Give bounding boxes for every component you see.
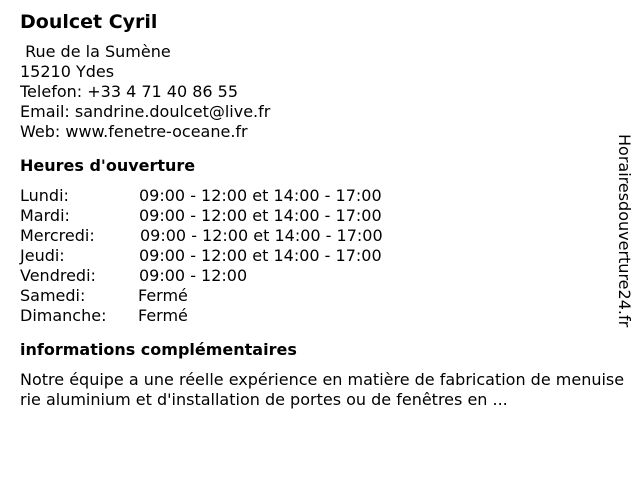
email-line: Email: sandrine.doulcet@live.fr — [20, 102, 271, 121]
day-hours: Fermé — [138, 286, 188, 305]
additional-info-text: Notre équipe a une réelle expérience en matière de fabrication de menuiserie aluminium et d'installation de portes ou de fenêtres en ... — [20, 370, 625, 409]
day-hours: 09:00 - 12:00 et 14:00 - 17:00 — [139, 206, 382, 225]
day-label: Vendredi: — [20, 266, 96, 285]
address-street: Rue de la Sumène — [20, 42, 171, 61]
day-label: Samedi: — [20, 286, 86, 305]
phone-line: Telefon: +33 4 71 40 86 55 — [20, 82, 239, 101]
hours-row-wednesday — [20, 226, 625, 246]
opening-hours-table — [20, 186, 625, 326]
site-watermark: Horairesdouverture24.fr — [615, 134, 634, 328]
day-label: Lundi: — [20, 186, 69, 205]
day-hours: 09:00 - 12:00 et 14:00 - 17:00 — [139, 246, 382, 265]
hours-row-thursday — [20, 246, 625, 266]
day-label: Mercredi: — [20, 226, 95, 245]
additional-info-heading: informations complémentaires — [20, 340, 297, 359]
hours-row-saturday — [20, 286, 625, 306]
hours-row-friday — [20, 266, 625, 286]
day-label: Dimanche: — [20, 306, 107, 325]
address-city: 15210 Ydes — [20, 62, 115, 81]
day-hours: 09:00 - 12:00 et 14:00 - 17:00 — [139, 186, 382, 205]
web-line: Web: www.fenetre-oceane.fr — [20, 122, 248, 141]
hours-row-monday — [20, 186, 625, 206]
day-hours: 09:00 - 12:00 — [139, 266, 248, 285]
business-card — [20, 10, 625, 410]
hours-row-sunday — [20, 306, 625, 326]
day-hours: Fermé — [138, 306, 188, 325]
hours-row-tuesday — [20, 206, 625, 226]
day-hours: 09:00 - 12:00 et 14:00 - 17:00 — [140, 226, 383, 245]
day-label: Mardi: — [20, 206, 70, 225]
day-label: Jeudi: — [20, 246, 65, 265]
opening-hours-heading: Heures d'ouverture — [20, 156, 196, 175]
business-name: Doulcet Cyril — [20, 11, 158, 33]
